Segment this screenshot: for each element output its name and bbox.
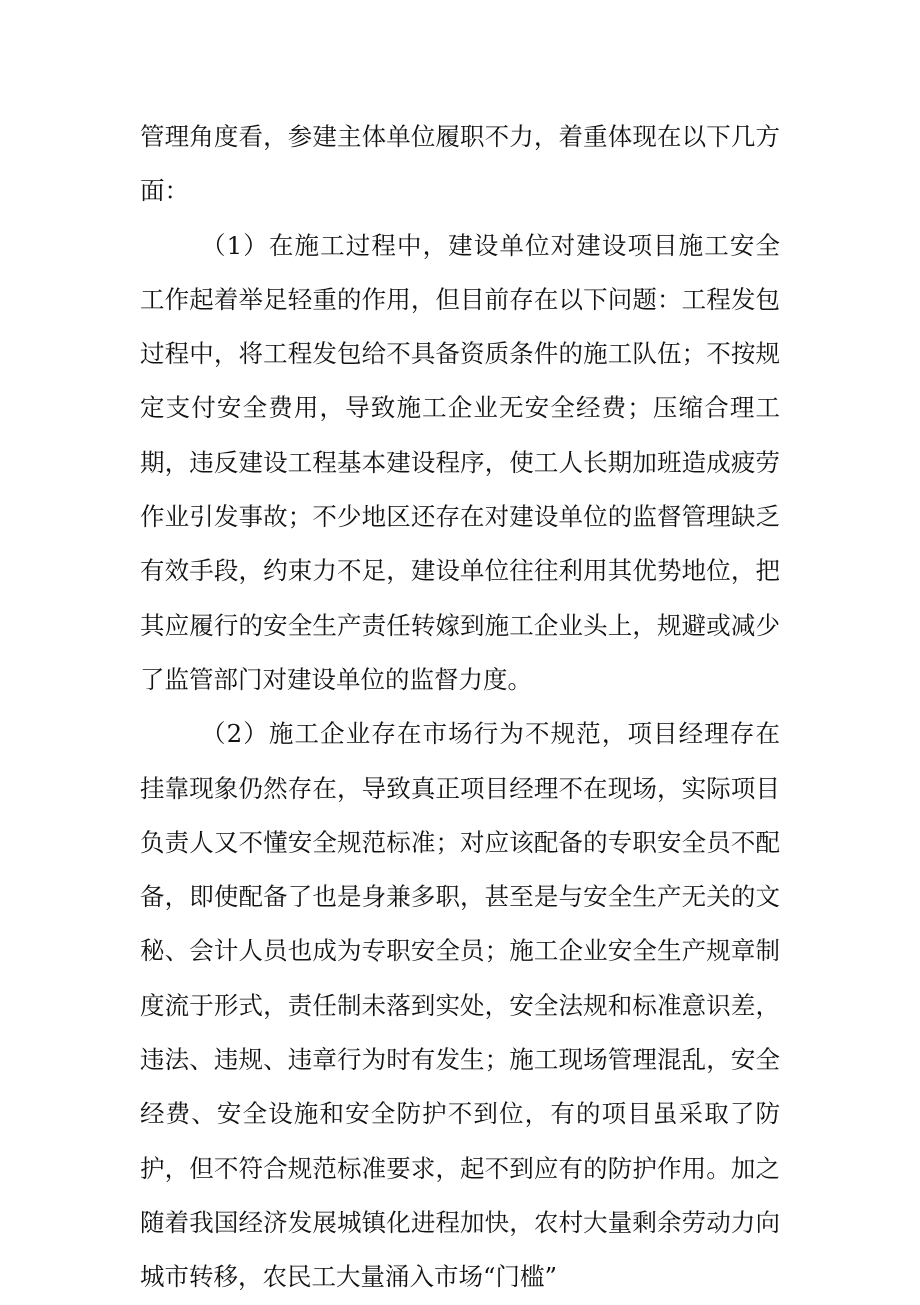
paragraph-item-2: （2）施工企业存在市场行为不规范，项目经理存在挂靠现象仍然存在，导致真正项目经理不在现场，实际项目负责人又不懂安全规范标准；对应该配备的专职安全员不配备，即使配备了也是身兼多职，甚至是与安全生产无关的文秘、会计人员也成为专职安全员；施工企业安全生产规章制度流于形式，责任制未落到实处，安全法规和标准意识差，违法、违规、违章行为时有发生；施工现场管理混乱，安全经费、安全设施和安全防护不到位，有的项目虽采取了防护，但不符合规范标准要求，起不到应有的防护作用。加之随着我国经济发展城镇化进程加快，农村大量剩余劳动力向城市转移，农民工大量涌入市场“门槛” [140,719,780,1292]
paragraph-item-1: （1）在施工过程中，建设单位对建设项目施工安全工作起着举足轻重的作用，但目前存在以下问题：工程发包过程中，将工程发包给不具备资质条件的施工队伍；不按规定支付安全费用，导致施工企业无安全经费；压缩合理工期，违反建设工程基本建设程序，使工人长期加班造成疲劳作业引发事故；不少地区还存在对建设单位的监督管理缺乏有效手段，约束力不足，建设单位往往利用其优势地位，把其应履行的安全生产责任转嫁到施工企业头上，规避或减少了监管部门对建设单位的监督力度。 [140,230,780,694]
body-text [140,110,780,1305]
paragraph-continuation: 管理角度看，参建主体单位履职不力，着重体现在以下几方面： [140,122,780,206]
